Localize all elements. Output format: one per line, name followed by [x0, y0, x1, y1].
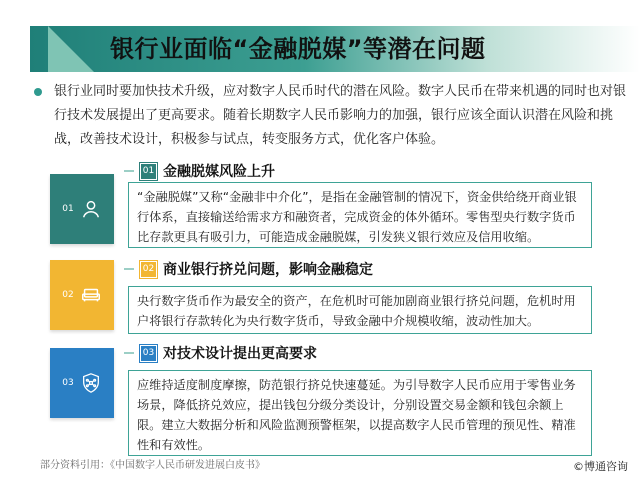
section-3-icon-box: [50, 348, 114, 418]
intro-paragraph: 银行业同时要加快技术升级，应对数字人民币时代的潜在风险。数字人民币在带来机遇的同时也对银行技术发展提出了更高要求。随着长期数字人民币影响力的加强，银行应该全面认识潜在风险和挑战，改善技术设计，积极参与试点，转变服务方式，优化客户体验。: [54, 84, 627, 147]
section-1-icon-number: 01: [62, 204, 74, 214]
section-1-header: [124, 160, 275, 182]
header-dash: [124, 268, 134, 270]
header-dash: [124, 352, 134, 354]
section-3-body: 应维持适度制度摩擦，防范银行挤兑快速蔓延。为引导数字人民币应用于零售业务场景，降低挤兑效应，提出钱包分级分类设计，分别设置交易金额和钱包余额上限。建立大数据分析和风险监测预警框架，以提高数字人民币管理的预见性、精准性和有效性。: [128, 370, 592, 456]
section-2-number: 02: [140, 261, 157, 278]
section-1-body: “金融脱媒”又称“金融非中介化”，是指在金融管制的情况下，资金供给绕开商业银行体系，直接输送给需求方和融资者，完成资金的体外循环。零售型央行数字货币比存款更具有吸引力，可能造成金融脱媒，引发狭义银行效应及信用收缩。: [128, 182, 592, 248]
source-citation: 部分资料引用：《中国数字人民币研发进展白皮书》: [40, 460, 265, 471]
section-1-number: 01: [140, 163, 157, 180]
bullet-dot: [34, 88, 42, 96]
header-dash: [124, 170, 134, 172]
sofa-icon: [80, 284, 102, 306]
section-2-header: [124, 258, 373, 280]
copyright: ©博通咨询: [573, 460, 628, 473]
section-2-body: 央行数字货币作为最安全的资产，在危机时可能加剧商业银行挤兑问题，危机时用户将银行存款转化为央行数字货币，导致金融中介规模收缩，波动性加大。: [128, 286, 592, 334]
section-3-header: [124, 342, 317, 364]
section-1-title: 金融脱媒风险上升: [163, 164, 275, 180]
page-title: 银行业面临“金融脱媒”等潜在问题: [110, 35, 486, 63]
section-2-title: 商业银行挤兑问题，影响金融稳定: [163, 262, 373, 278]
section-2-icon-box: [50, 260, 114, 330]
person-icon: [80, 198, 102, 220]
section-1-icon-box: [50, 174, 114, 244]
section-3-title: 对技术设计提出更高要求: [163, 346, 317, 362]
section-3-number: 03: [140, 345, 157, 362]
section-2-icon-number: 02: [62, 290, 74, 300]
section-3-icon-number: 03: [62, 378, 74, 388]
network-shield-icon: [80, 372, 102, 394]
title-accent: [48, 26, 94, 72]
